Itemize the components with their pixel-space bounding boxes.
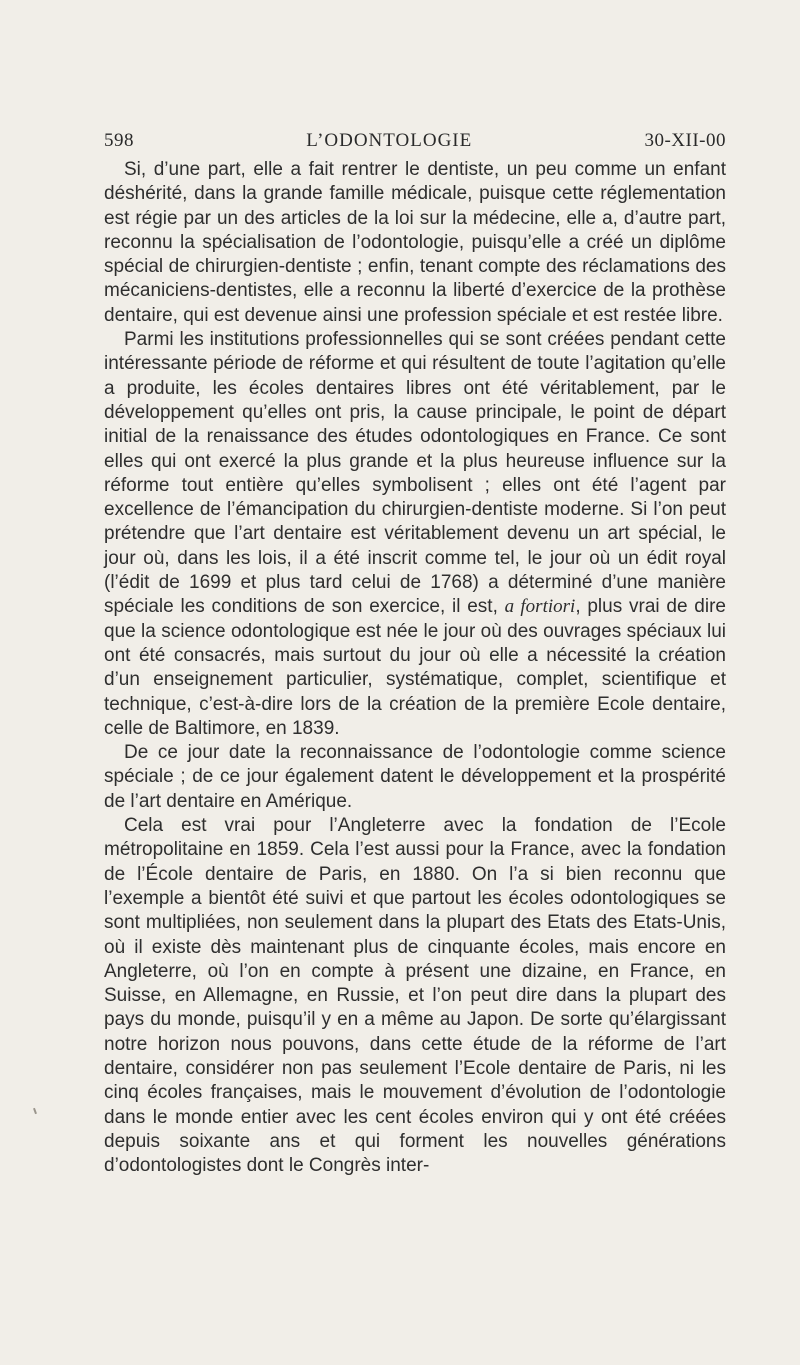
page-number: 598 [104, 130, 134, 151]
paragraph-4: Cela est vrai pour l’Angleterre avec la fondation de l’Ecole métropolitaine en 1859. Cela l’est aussi pour la France, avec la fondation de l’École dentaire de Paris, en 1880. On l’a si bien reconnu que l’exemple a bientôt été suivi et que partout les écoles odontologiques se sont multipliées, non seulement dans la plupart des Etats des Etats-Unis, où il existe dès maintenant plus de cinquante écoles, mais encore en Angleterre, où l’on en compte à présent une dizaine, en France, en Suisse, en Allemagne, en Russie, et l’on peut dire dans la plupart des pays du monde, puisqu’il y en a même au Japon. De sorte qu’élargissant notre horizon nous pouvons, dans cette étude de la réforme de l’art dentaire, considérer non pas seulement l’Ecole dentaire de Paris, ni les cinq écoles françaises, mais le mouvement d’évolution de l’odontologie dans le monde entier avec les cent écoles environ qui y ont été créées depuis soixante ans et qui forment les nouvelles générations d’odontologistes dont le Congrès inter- [104, 815, 726, 1177]
journal-title: L’ODONTOLOGIE [306, 130, 473, 151]
paragraph-2-text-a: Parmi les institutions professionnelles qui se sont créées pendant cette intéressante période de réforme et qui résultent de toute l’agitation qu’elle a produite, les écoles dentaires libres ont été véritablement, par le développement qu’elles ont pris, la cause principale, le point de départ initial de la renaissance des études odontologiques en France. Ce sont elles qui ont exercé la plus grande et la plus heureuse influence sur la réforme tout entière qu’elles symbolisent ; elles ont été l’agent par excellence de l’émancipation du chirurgien-dentiste moderne. Si l’on peut prétendre que l’art dentaire est véritablement devenu un art spécial, le jour où, dans les lois, il a été inscrit comme tel, le jour où un édit royal (l’édit de 1699 et plus tard celui de 1768) a déterminé d’une manière spéciale les conditions de son exercice, il est, [104, 329, 726, 618]
paragraph-2-italic-phrase: a fortiori [504, 596, 576, 618]
issue-date: 30-XII-00 [644, 130, 726, 151]
paragraph-2-text-b: , plus vrai de dire que la science odontologique est née le jour où des ouvrages spéciaux lui ont été consacrés, mais surtout du jour où elle a nécessité la création d’un enseignement particulier, systématique, complet, scientifique et technique, c’est-à-dire lors de la création de la première Ecole dentaire, celle de Baltimore, en 1839. [104, 596, 726, 739]
paragraph-1: Si, d’une part, elle a fait rentrer le dentiste, un peu comme un enfant déshérité, dans la grande famille médicale, puisque cette réglementation est régie par un des articles de la loi sur la médecine, elle a, d’autre part, reconnu la spécialisation de l’odontologie, puisqu’elle a créé un diplôme spécial de chirurgien-dentiste ; enfin, tenant compte des réclamations des mécaniciens-dentistes, elle a reconnu la liberté d’exercice de la prothèse dentaire, qui est devenue ainsi une profession spéciale et est restée libre. [104, 159, 726, 326]
paragraph-3: De ce jour date la reconnaissance de l’odontologie comme science spéciale ; de ce jour également datent le développement et la prospérité de l’art dentaire en Amérique. [104, 742, 726, 812]
paper-speck [33, 1108, 37, 1114]
running-header [104, 130, 726, 154]
body-text [104, 158, 726, 1178]
paragraph-2 [104, 328, 726, 741]
